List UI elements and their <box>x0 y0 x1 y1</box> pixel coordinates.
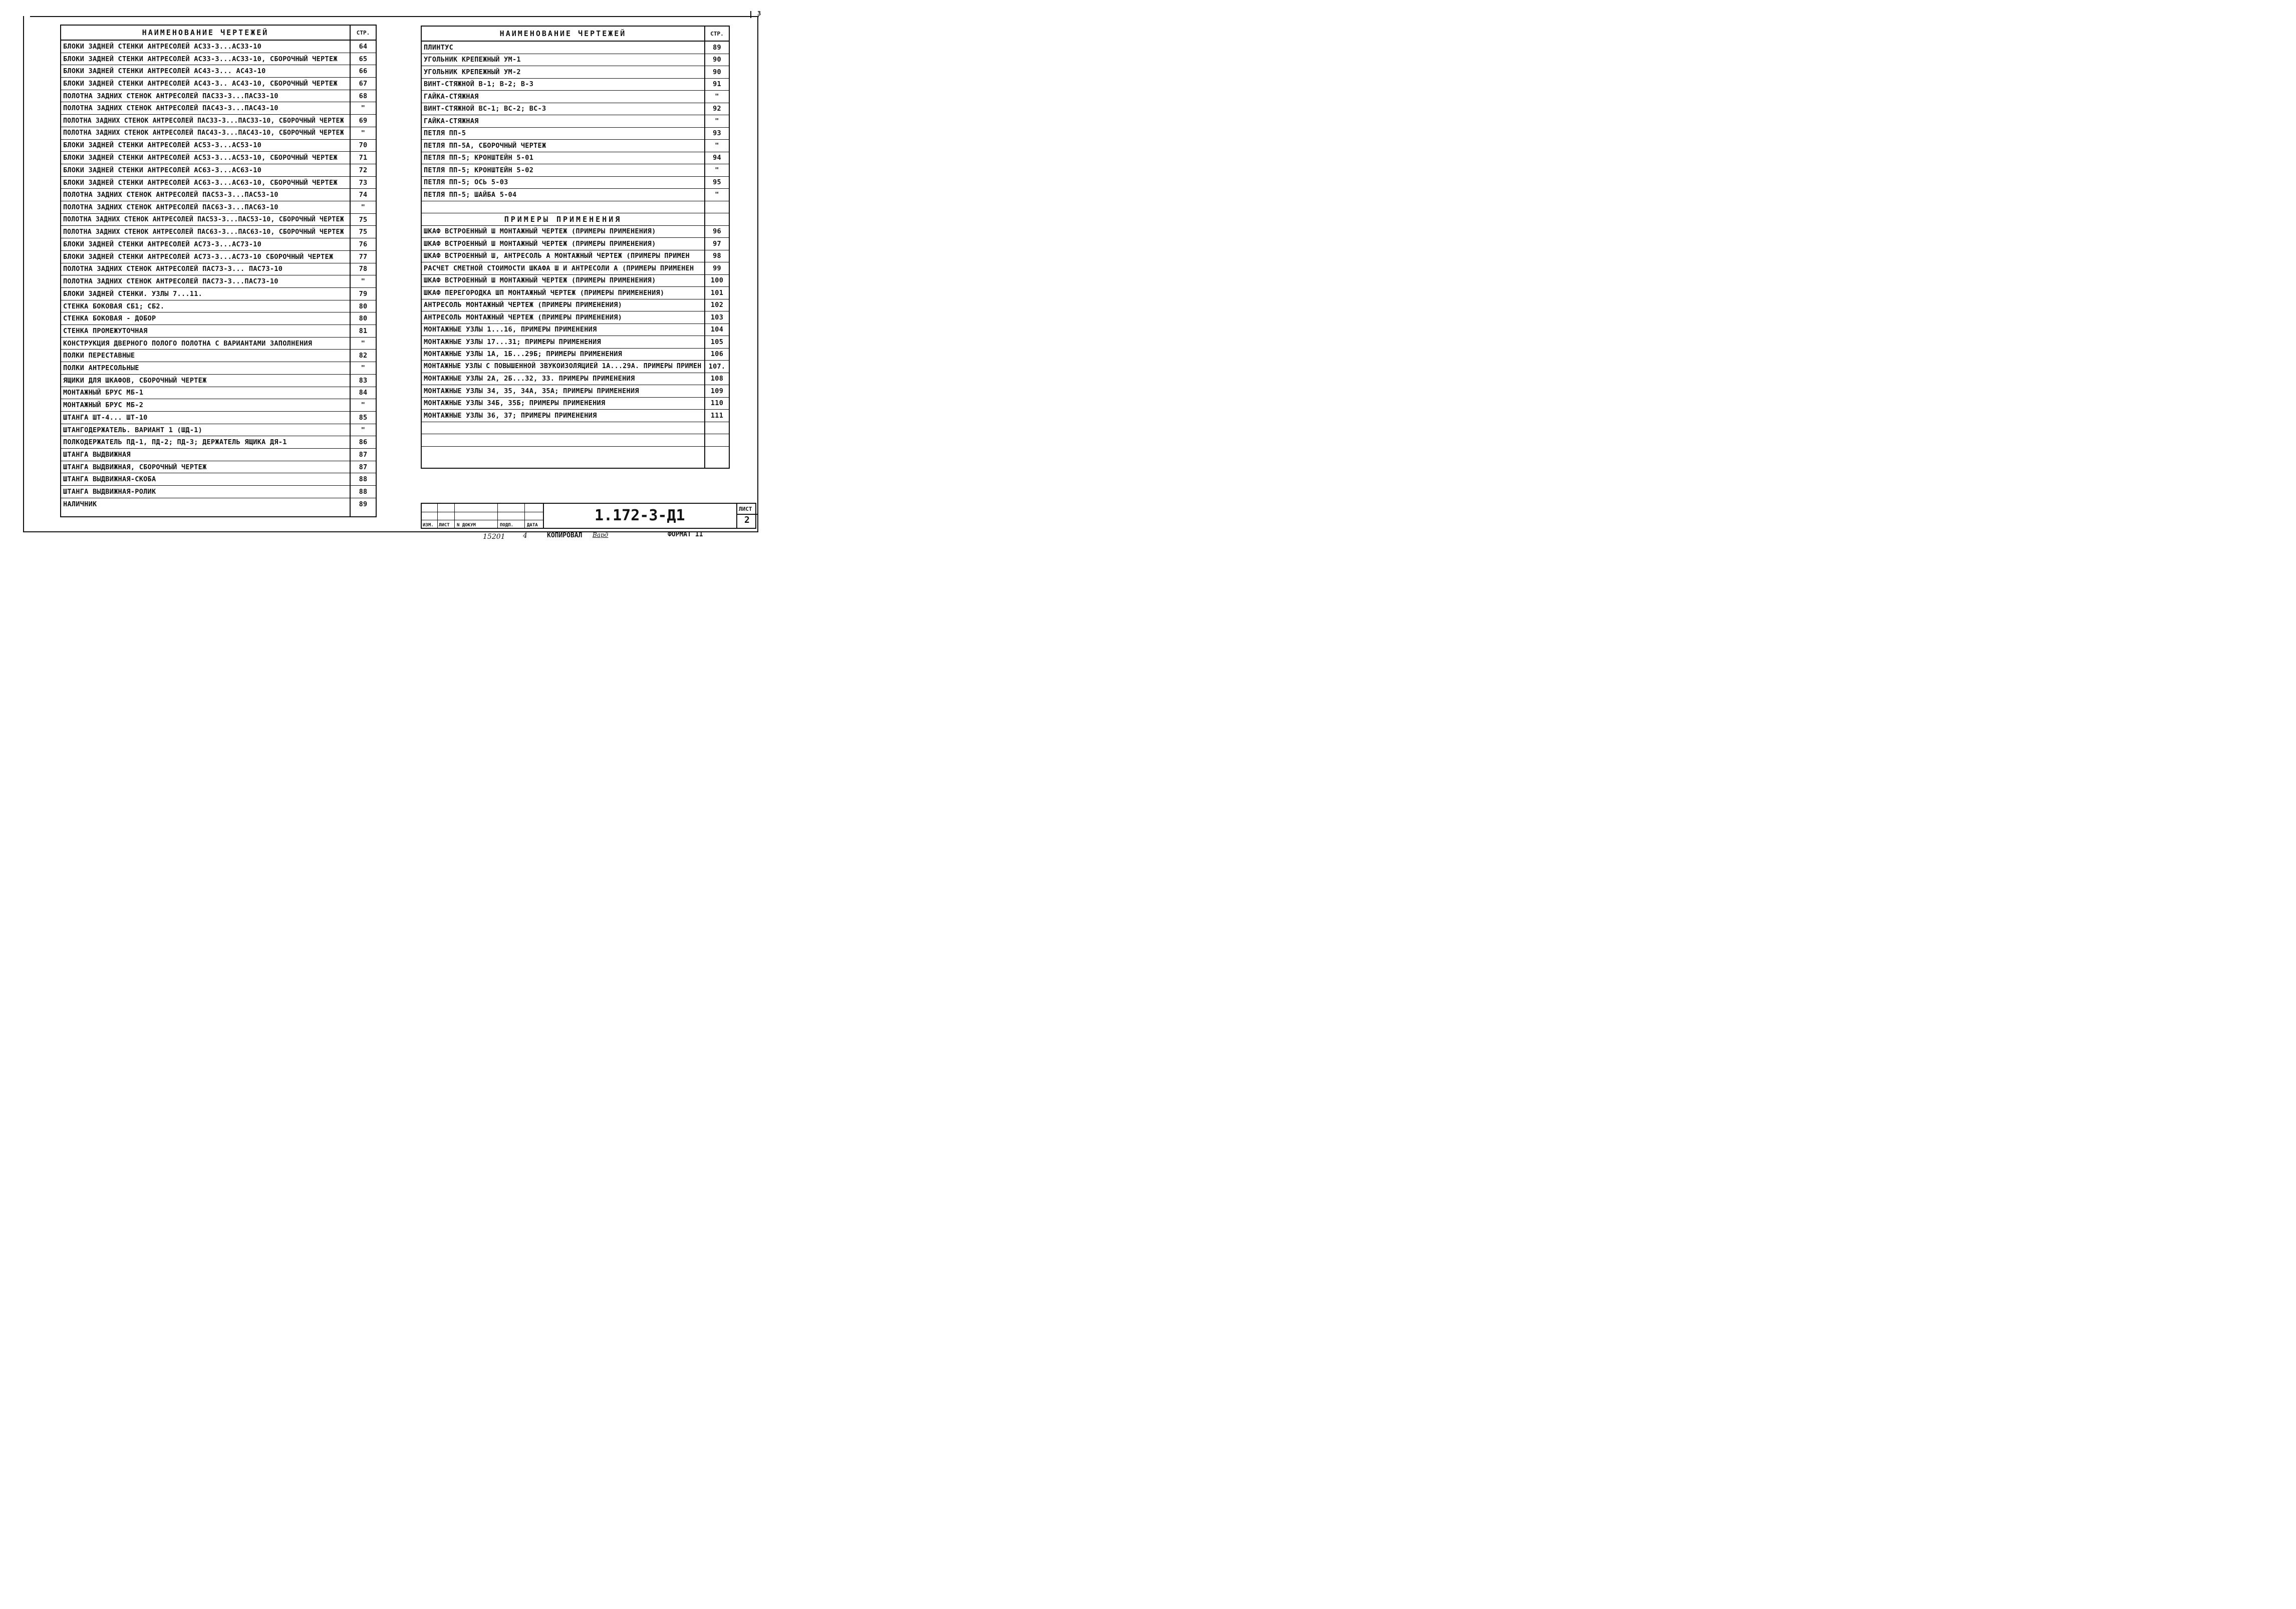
drawing-name: ШКАФ ВСТРОЕННЫЙ Ш МОНТАЖНЫЙ ЧЕРТЕЖ (ПРИМЕРЫ ПРИМЕНЕНИЯ) <box>424 239 656 248</box>
page-number <box>705 213 729 225</box>
page-number: 103 <box>710 313 724 321</box>
drawing-name: МОНТАЖНЫЕ УЗЛЫ 34Б, 35Б; ПРИМЕРЫ ПРИМЕНЕНИЯ <box>424 399 606 408</box>
table-row <box>61 103 376 115</box>
table-row <box>422 42 729 54</box>
table-row <box>422 349 729 361</box>
frame-right-line <box>757 16 758 532</box>
drawing-name: БЛОКИ ЗАДНЕЙ СТЕНКИ АНТРЕСОЛЕЙ АС43-3.. АС43-10, СБОРОЧНЫЙ ЧЕРТЕЖ <box>63 79 338 88</box>
table-row <box>61 251 376 263</box>
page-number: 109 <box>710 387 724 395</box>
page-number: 93 <box>713 129 721 138</box>
page-number: 96 <box>713 227 721 236</box>
column-separator <box>350 26 351 516</box>
drawing-name: ШТАНГА ШТ-4... ШТ-10 <box>63 413 148 422</box>
table-row <box>422 422 729 435</box>
drawing-name: БЛОКИ ЗАДНЕЙ СТЕНКИ АНТРЕСОЛЕЙ АС53-3...АС53-10 <box>63 141 262 150</box>
drawing-name: КОНСТРУКЦИЯ ДВЕРНОГО ПОЛОГО ПОЛОТНА С ВАРИАНТАМИ ЗАПОЛНЕНИЯ <box>63 339 313 348</box>
drawing-name: МОНТАЖНЫЙ БРУС МБ-1 <box>63 389 144 397</box>
table-row <box>61 312 376 325</box>
table-row <box>61 362 376 375</box>
table-row <box>422 262 729 275</box>
drawing-name: ПОЛОТНА ЗАДНИХ СТЕНОК АНТРЕСОЛЕЙ ПАС73-3...ПАС73-10 <box>63 277 278 286</box>
drawing-name: БЛОКИ ЗАДНЕЙ СТЕНКИ АНТРЕСОЛЕЙ АС43-3... АС43-10 <box>63 67 266 76</box>
page-number <box>705 422 729 434</box>
page-number: 89 <box>359 500 368 509</box>
table-row <box>61 498 376 511</box>
table-row <box>422 66 729 79</box>
drawing-name: ШТАНГОДЕРЖАТЕЛЬ. ВАРИАНТ 1 (ШД-1) <box>63 426 203 434</box>
table-row <box>61 177 376 189</box>
drawing-name: ПЕТЛЯ ПП-5; КРОНШТЕЙН 5-02 <box>424 166 534 174</box>
page-number <box>705 201 729 213</box>
sheet-number: 2 <box>744 515 750 525</box>
page-number: 104 <box>710 326 724 334</box>
page-number: " <box>361 401 366 410</box>
page-number: 94 <box>713 154 721 162</box>
drawing-name: МОНТАЖНЫЕ УЗЛЫ 34, 35, 34А, 35А; ПРИМЕРЫ ПРИМЕНЕНИЯ <box>424 387 639 395</box>
table-row <box>61 238 376 251</box>
table-row <box>422 373 729 386</box>
page-number: 86 <box>359 438 368 447</box>
drawing-name: ПЕТЛЯ ПП-5; ШАЙБА 5-04 <box>424 190 517 199</box>
drawing-name: ПЕТЛЯ ПП-5; ОСЬ 5-03 <box>424 178 508 187</box>
page-number: 71 <box>359 154 368 162</box>
table-row <box>61 300 376 313</box>
page-number: " <box>715 92 719 101</box>
drawing-name: СТЕНКА ПРОМЕЖУТОЧНАЯ <box>63 327 148 335</box>
sheet-label: ЛИСТ <box>739 506 752 512</box>
page-number: 87 <box>359 463 368 471</box>
drawing-name: ПЕТЛЯ ПП-5 <box>424 129 466 138</box>
drawing-name: ПОЛКИ ПЕРЕСТАВНЫЕ <box>63 352 135 360</box>
header-name-cell: НАИМЕНОВАНИЕ ЧЕРТЕЖЕЙ <box>499 29 627 38</box>
drawing-name: ПОЛОТНА ЗАДНИХ СТЕНОК АНТРЕСОЛЕЙ ПАС53-3...ПАС53-10 <box>63 191 278 199</box>
table-row <box>422 385 729 398</box>
table-row <box>422 177 729 189</box>
page-number: 67 <box>359 79 368 88</box>
left-drawings-table <box>60 25 377 517</box>
table-row <box>61 424 376 437</box>
drawing-name: ШТАНГА ВЫДВИЖНАЯ, СБОРОЧНЫЙ ЧЕРТЕЖ <box>63 463 207 471</box>
drawing-name: ПОЛОТНА ЗАДНИХ СТЕНОК АНТРЕСОЛЕЙ ПАС53-3...ПАС53-10, СБОРОЧНЫЙ ЧЕРТЕЖ <box>63 216 344 224</box>
page-number: 74 <box>359 191 368 199</box>
drawing-name: ШТАНГА ВЫДВИЖНАЯ-РОЛИК <box>63 488 156 496</box>
drawing-name: ШКАФ ПЕРЕГОРОДКА ШП МОНТАЖНЫЙ ЧЕРТЕЖ (ПРИМЕРЫ ПРИМЕНЕНИЯ) <box>424 288 665 297</box>
page-number: " <box>361 277 366 286</box>
table-row <box>422 361 729 373</box>
label-n-dokum: N ДОКУМ <box>457 523 476 528</box>
table-row <box>422 311 729 324</box>
table-row <box>422 54 729 67</box>
page-number: 97 <box>713 239 721 248</box>
drawing-name: ГАЙКА-СТЯЖНАЯ <box>424 117 479 125</box>
drawing-name: БЛОКИ ЗАДНЕЙ СТЕНКИ АНТРЕСОЛЕЙ АС73-3...АС73-10 <box>63 240 262 249</box>
table-row <box>422 79 729 91</box>
drawing-name: МОНТАЖНЫЕ УЗЛЫ С ПОВЫШЕННОЙ ЗВУКОИЗОЛЯЦИЕЙ 1А...29А. ПРИМЕРЫ ПРИМЕН <box>424 363 702 371</box>
drawing-name: СТЕНКА БОКОВАЯ СБ1; СБ2. <box>63 302 165 310</box>
drawing-name: УГОЛЬНИК КРЕПЕЖНЫЙ УМ-1 <box>424 56 521 64</box>
format-label: ФОРМАТ 11 <box>668 531 703 538</box>
drawing-name: ГАЙКА-СТЯЖНАЯ <box>424 92 479 101</box>
drawing-name: ШТАНГА ВЫДВИЖНАЯ-СКОБА <box>63 475 156 484</box>
drawing-name: МОНТАЖНЫЕ УЗЛЫ 2А, 2Б...32, 33. ПРИМЕРЫ ПРИМЕНЕНИЯ <box>424 375 635 383</box>
drawing-name: ВИНТ-СТЯЖНОЙ ВС-1; ВС-2; ВС-3 <box>424 105 546 113</box>
drawing-name: ШКАФ ВСТРОЕННЫЙ Ш, АНТРЕСОЛЬ А МОНТАЖНЫЙ ЧЕРТЕЖ (ПРИМЕРЫ ПРИМЕН <box>424 252 690 260</box>
page-number: 68 <box>359 92 368 100</box>
drawing-name: БЛОКИ ЗАДНЕЙ СТЕНКИ. УЗЛЫ 7...11. <box>63 289 203 298</box>
table-row <box>422 398 729 410</box>
page-number: 81 <box>359 327 368 335</box>
label-data: ДАТА <box>527 523 538 528</box>
table-row <box>61 350 376 363</box>
page-number: 78 <box>359 265 368 273</box>
table-row <box>422 164 729 177</box>
drawing-name: ШКАФ ВСТРОЕННЫЙ Ш МОНТАЖНЫЙ ЧЕРТЕЖ (ПРИМЕРЫ ПРИМЕНЕНИЯ) <box>424 227 656 236</box>
frame-left-line <box>23 16 24 532</box>
table-row <box>61 226 376 239</box>
table-row <box>61 164 376 177</box>
header-name-cell: НАИМЕНОВАНИЕ ЧЕРТЕЖЕЙ <box>142 28 269 37</box>
table-row <box>422 275 729 287</box>
page-number: 111 <box>710 411 724 420</box>
frame-top-line <box>30 16 759 17</box>
drawing-name <box>424 422 703 434</box>
table-row <box>422 336 729 349</box>
label-izm: ИЗМ. <box>423 523 434 528</box>
page-number: 88 <box>359 475 368 484</box>
page-number: 80 <box>359 314 368 323</box>
page-number: " <box>715 141 719 150</box>
page-number: " <box>361 426 366 434</box>
drawing-name: ПОЛКОДЕРЖАТЕЛЬ ПД-1, ПД-2; ПД-3; ДЕРЖАТЕЛЬ ЯЩИКА ДЯ-1 <box>63 438 287 447</box>
drawing-name: ШТАНГА ВЫДВИЖНАЯ <box>63 450 131 459</box>
drawing-name: БЛОКИ ЗАДНЕЙ СТЕНКИ АНТРЕСОЛЕЙ АС63-3...АС63-10, СБОРОЧНЫЙ ЧЕРТЕЖ <box>63 178 338 187</box>
header-page-cell: СТР. <box>356 29 370 36</box>
drawing-name: ПЛИНТУС <box>424 43 453 52</box>
page-number: 73 <box>359 178 368 187</box>
drawing-name: ШКАФ ВСТРОЕННЫЙ Ш МОНТАЖНЫЙ ЧЕРТЕЖ (ПРИМЕРЫ ПРИМЕНЕНИЯ) <box>424 276 656 285</box>
page-number: 70 <box>359 141 368 150</box>
drawing-name: БЛОКИ ЗАДНЕЙ СТЕНКИ АНТРЕСОЛЕЙ АС73-3...АС73-10 СБОРОЧНЫЙ ЧЕРТЕЖ <box>63 252 334 261</box>
drawing-name: ПОЛОТНА ЗАДНИХ СТЕНОК АНТРЕСОЛЕЙ ПАС63-3...ПАС63-10 <box>63 203 278 211</box>
table-row <box>61 375 376 387</box>
page-number: 90 <box>713 56 721 64</box>
drawing-name <box>424 434 703 446</box>
corner-tick <box>750 11 751 18</box>
page-number: " <box>715 166 719 174</box>
table-row <box>422 152 729 165</box>
document-code: 1.172-3-Д1 <box>595 507 685 524</box>
page-number: 92 <box>713 105 721 113</box>
page-number: 98 <box>713 252 721 260</box>
page-number: 87 <box>359 450 368 459</box>
drawing-name: БЛОКИ ЗАДНЕЙ СТЕНКИ АНТРЕСОЛЕЙ АС33-3...АС33-10 <box>63 42 262 51</box>
page-number: 99 <box>713 264 721 272</box>
page-number: 77 <box>359 252 368 261</box>
page-number: 83 <box>359 376 368 385</box>
drawing-name: НАЛИЧНИК <box>63 500 97 509</box>
table-row <box>61 412 376 424</box>
drawing-name: МОНТАЖНЫЙ БРУС МБ-2 <box>63 401 144 410</box>
drawing-name: УГОЛЬНИК КРЕПЕЖНЫЙ УМ-2 <box>424 68 521 76</box>
page-number: 76 <box>359 240 368 249</box>
page-number <box>705 434 729 446</box>
page-number: 107. <box>708 362 726 371</box>
table-row <box>422 103 729 116</box>
table-row <box>61 288 376 300</box>
table-row <box>422 226 729 238</box>
drawing-name: ПОЛОТНА ЗАДНИХ СТЕНОК АНТРЕСОЛЕЙ ПАС33-3...ПАС33-10, СБОРОЧНЫЙ ЧЕРТЕЖ <box>63 117 344 125</box>
table-row <box>422 189 729 201</box>
drawing-name: ПОЛОТНА ЗАДНИХ СТЕНОК АНТРЕСОЛЕЙ ПАС33-3...ПАС33-10 <box>63 92 278 100</box>
copied-label: КОПИРОВАЛ <box>547 532 583 539</box>
drawing-name: ПОЛОТНА ЗАДНИХ СТЕНОК АНТРЕСОЛЕЙ ПАС63-3...ПАС63-10, СБОРОЧНЫЙ ЧЕРТЕЖ <box>63 228 344 236</box>
table-row <box>61 152 376 164</box>
table-row <box>61 436 376 449</box>
table-row <box>422 324 729 337</box>
table-row <box>61 474 376 486</box>
right-drawings-table <box>421 26 730 469</box>
page-number: 88 <box>359 488 368 496</box>
page-number: " <box>361 203 366 211</box>
page-number: 100 <box>710 276 724 285</box>
copied-signature: Вард <box>593 531 609 538</box>
table-row <box>422 238 729 250</box>
drawing-name: МОНТАЖНЫЕ УЗЛЫ 1А, 1Б...29Б; ПРИМЕРЫ ПРИМЕНЕНИЯ <box>424 350 623 359</box>
table-row <box>422 115 729 128</box>
page-number: 89 <box>713 43 721 52</box>
section-heading: ПРИМЕРЫ ПРИМЕНЕНИЯ <box>504 214 622 224</box>
table-row <box>422 434 729 447</box>
page-number: 69 <box>359 117 368 125</box>
drawing-name: СТЕНКА БОКОВАЯ - ДОБОР <box>63 314 156 323</box>
frame-bottom-line <box>23 531 758 532</box>
drawing-name: ПОЛОТНА ЗАДНИХ СТЕНОК АНТРЕСОЛЕЙ ПАС43-3...ПАС43-10 <box>63 104 278 113</box>
inventory-suffix: 4 <box>523 532 527 540</box>
page-number: " <box>715 117 719 125</box>
drawing-name: БЛОКИ ЗАДНЕЙ СТЕНКИ АНТРЕСОЛЕЙ АС53-3...АС53-10, СБОРОЧНЫЙ ЧЕРТЕЖ <box>63 154 338 162</box>
page-number: 91 <box>713 80 721 89</box>
label-list: ЛИСТ <box>439 523 450 528</box>
page-number <box>705 447 729 459</box>
drawing-name: ПОЛКИ АНТРЕСОЛЬНЫЕ <box>63 364 139 373</box>
drawing-name: ПОЛОТНА ЗАДНИХ СТЕНОК АНТРЕСОЛЕЙ ПАС73-3... ПАС73-10 <box>63 265 283 273</box>
table-row <box>61 115 376 127</box>
title-block-grid <box>422 504 544 528</box>
table-row <box>61 461 376 474</box>
drawing-name: АНТРЕСОЛЬ МОНТАЖНЫЙ ЧЕРТЕЖ (ПРИМЕРЫ ПРИМЕНЕНИЯ) <box>424 313 623 321</box>
table-row <box>422 140 729 152</box>
page-number: 84 <box>359 389 368 397</box>
inventory-number: 15201 <box>483 533 505 541</box>
page-number: 101 <box>710 288 724 297</box>
drawing-name: РАСЧЕТ СМЕТНОЙ СТОИМОСТИ ШКАФА Ш И АНТРЕСОЛИ А (ПРИМЕРЫ ПРИМЕНЕН <box>424 264 694 272</box>
page-number: 64 <box>359 42 368 51</box>
column-separator <box>704 27 705 468</box>
table-row <box>422 201 729 214</box>
drawing-name: ВИНТ-СТЯЖНОЙ В-1; В-2; В-3 <box>424 80 534 89</box>
drawing-name: ПЕТЛЯ ПП-5А, СБОРОЧНЫЙ ЧЕРТЕЖ <box>424 141 546 150</box>
drawing-name: МОНТАЖНЫЕ УЗЛЫ 17...31; ПРИМЕРЫ ПРИМЕНЕНИЯ <box>424 338 601 346</box>
label-podp: ПОДП. <box>500 523 514 528</box>
table-row <box>61 53 376 66</box>
table-row <box>422 447 729 459</box>
section-heading-row <box>422 213 729 226</box>
drawing-name <box>424 201 703 213</box>
title-block <box>421 503 756 529</box>
page-number: 66 <box>359 67 368 76</box>
page-number: 75 <box>359 228 368 236</box>
page-number: 108 <box>710 375 724 383</box>
page-number: 85 <box>359 413 368 422</box>
table-row <box>422 287 729 299</box>
page-number: " <box>361 339 366 348</box>
table-row <box>61 387 376 400</box>
header-page-cell: СТР. <box>710 30 724 37</box>
table-row <box>61 41 376 53</box>
page-number: 82 <box>359 352 368 360</box>
table-row <box>422 410 729 422</box>
page-number: 95 <box>713 178 721 187</box>
drawing-name: МОНТАЖНЫЕ УЗЛЫ 1...16, ПРИМЕРЫ ПРИМЕНЕНИЯ <box>424 326 597 334</box>
table-row <box>61 65 376 78</box>
drawing-name: АНТРЕСОЛЬ МОНТАЖНЫЙ ЧЕРТЕЖ (ПРИМЕРЫ ПРИМЕНЕНИЯ) <box>424 301 623 309</box>
drawing-name: ПОЛОТНА ЗАДНИХ СТЕНОК АНТРЕСОЛЕЙ ПАС43-3...ПАС43-10, СБОРОЧНЫЙ ЧЕРТЕЖ <box>63 129 344 137</box>
drawing-name: МОНТАЖНЫЕ УЗЛЫ 36, 37; ПРИМЕРЫ ПРИМЕНЕНИЯ <box>424 411 597 420</box>
page-number: 80 <box>359 302 368 310</box>
table-header-row <box>61 26 376 41</box>
table-row <box>61 325 376 338</box>
table-row <box>61 90 376 103</box>
drawing-name: БЛОКИ ЗАДНЕЙ СТЕНКИ АНТРЕСОЛЕЙ АС33-3...АС33-10, СБОРОЧНЫЙ ЧЕРТЕЖ <box>63 55 338 63</box>
table-row <box>61 140 376 152</box>
drawing-name: ПЕТЛЯ ПП-5; КРОНШТЕЙН 5-01 <box>424 154 534 162</box>
page-number: 90 <box>713 68 721 76</box>
sheet-corner-number: 3 <box>757 10 761 17</box>
table-row <box>61 189 376 201</box>
table-row <box>61 78 376 90</box>
drawing-name: БЛОКИ ЗАДНЕЙ СТЕНКИ АНТРЕСОЛЕЙ АС63-3...АС63-10 <box>63 166 262 174</box>
page-number: " <box>715 190 719 199</box>
table-row <box>422 128 729 140</box>
page-number: " <box>361 364 366 373</box>
table-row <box>61 338 376 350</box>
page-number: 65 <box>359 55 368 63</box>
table-row <box>61 486 376 498</box>
sheet-box <box>736 504 756 528</box>
table-row <box>422 91 729 103</box>
table-row <box>61 275 376 288</box>
page-number: 105 <box>710 338 724 346</box>
table-row <box>61 201 376 214</box>
page-number: " <box>361 104 366 113</box>
drawing-name: ЯЩИКИ ДЛЯ ШКАФОВ, СБОРОЧНЫЙ ЧЕРТЕЖ <box>63 376 207 385</box>
table-row <box>61 127 376 140</box>
table-row <box>61 449 376 461</box>
table-row <box>61 263 376 276</box>
page-number: 79 <box>359 289 368 298</box>
page-number: 106 <box>710 350 724 359</box>
table-row <box>61 214 376 226</box>
drawing-name <box>424 447 703 459</box>
table-row <box>422 299 729 312</box>
page-number: 110 <box>710 399 724 408</box>
table-row <box>61 399 376 412</box>
page-number: " <box>361 129 366 137</box>
page-number: 75 <box>359 215 368 224</box>
page-number: 102 <box>710 301 724 309</box>
table-header-row <box>422 27 729 42</box>
page-number: 72 <box>359 166 368 174</box>
table-row <box>422 250 729 263</box>
